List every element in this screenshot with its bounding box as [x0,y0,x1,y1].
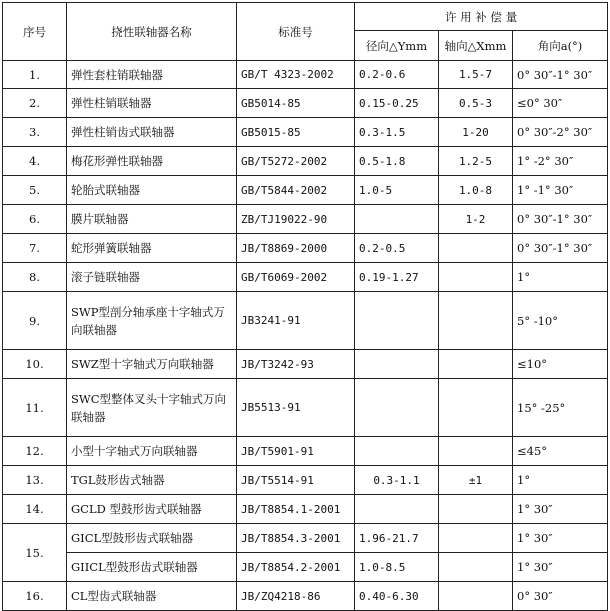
axial-cell [439,524,513,553]
table-row [3,292,608,350]
seq-cell: 14. [3,495,67,524]
name-cell: 梅花形弹性联轴器 [67,147,237,176]
header-axial: 轴向△Xmm [439,31,513,61]
name-cell: GICL型鼓形齿式联轴器 [67,524,237,553]
standard-cell: GB/T 4323-2002 [237,61,355,89]
standard-cell: JB/T5901-91 [237,437,355,466]
seq-cell: 11. [3,379,67,437]
axial-cell: 1.5-7 [439,61,513,89]
standard-cell: JB/T8854.1-2001 [237,495,355,524]
name-cell: 轮胎式联轴器 [67,176,237,205]
name-cell: 弹性柱销齿式联轴器 [67,118,237,147]
header-angular: 角向a(°) [513,31,608,61]
table-row [3,234,608,263]
table-row [3,147,608,176]
name-cell: CL型齿式联轴器 [67,582,237,611]
name-cell: SWP型剖分轴承座十字轴式万向联轴器 [67,292,237,350]
table-row [3,263,608,292]
table-row [3,379,608,437]
axial-cell [439,582,513,611]
standard-cell: JB/T5514-91 [237,466,355,495]
angular-cell: 1° 30″ [513,495,608,524]
header-radial: 径向△Ymm [355,31,439,61]
seq-cell: 10. [3,350,67,379]
axial-cell: ±1 [439,466,513,495]
standard-cell: GB/T6069-2002 [237,263,355,292]
angular-cell: ≤45° [513,437,608,466]
standard-cell: GB/T5272-2002 [237,147,355,176]
seq-cell: 7. [3,234,67,263]
axial-cell: 1.2-5 [439,147,513,176]
coupling-table [2,2,608,611]
angular-cell: 1° 30″ [513,553,608,582]
standard-cell: ZB/TJ19022-90 [237,205,355,234]
angular-cell: 15° -25° [513,379,608,437]
table-row [3,176,608,205]
standard-cell: GB5015-85 [237,118,355,147]
axial-cell [439,495,513,524]
angular-cell: 1° [513,466,608,495]
axial-cell [439,350,513,379]
header-seq: 序号 [3,3,67,61]
seq-cell: 1. [3,61,67,89]
standard-cell: JB3241-91 [237,292,355,350]
name-cell: 弹性柱销联轴器 [67,89,237,118]
seq-cell: 2. [3,89,67,118]
name-cell: 滚子链联轴器 [67,263,237,292]
angular-cell: 1° 30″ [513,524,608,553]
name-cell: 小型十字轴式万向联轴器 [67,437,237,466]
angular-cell: 1° -2° 30″ [513,147,608,176]
seq-cell: 4. [3,147,67,176]
angular-cell: 0° 30″ [513,582,608,611]
radial-cell: 1.0-8.5 [355,553,439,582]
axial-cell [439,263,513,292]
axial-cell [439,292,513,350]
radial-cell [355,495,439,524]
radial-cell: 0.2-0.6 [355,61,439,89]
name-cell: 膜片联轴器 [67,205,237,234]
seq-cell: 12. [3,437,67,466]
name-cell: 蛇形弹簧联轴器 [67,234,237,263]
angular-cell: 0° 30″-1° 30″ [513,61,608,89]
seq-cell: 6. [3,205,67,234]
axial-cell: 1-2 [439,205,513,234]
radial-cell [355,292,439,350]
standard-cell: GB5014-85 [237,89,355,118]
name-cell: SWC型整体叉头十字轴式万向联轴器 [67,379,237,437]
angular-cell: 1° [513,263,608,292]
axial-cell: 1-20 [439,118,513,147]
standard-cell: JB/T8854.3-2001 [237,524,355,553]
table-row [3,61,608,89]
standard-cell: JB5513-91 [237,379,355,437]
axial-cell: 1.0-8 [439,176,513,205]
name-cell: GIICL型鼓形齿式联轴器 [67,553,237,582]
angular-cell: 5° -10° [513,292,608,350]
angular-cell: 1° -1° 30″ [513,176,608,205]
radial-cell: 0.15-0.25 [355,89,439,118]
seq-cell: 3. [3,118,67,147]
standard-cell: GB/T5844-2002 [237,176,355,205]
standard-cell: JB/T8869-2000 [237,234,355,263]
radial-cell [355,437,439,466]
seq-cell: 15. [3,524,67,582]
table-row [3,553,608,582]
axial-cell [439,437,513,466]
radial-cell: 1.96-21.7 [355,524,439,553]
name-cell: TGL鼓形齿式轴器 [67,466,237,495]
radial-cell [355,350,439,379]
table-row [3,118,608,147]
header-name: 挠性联轴器名称 [67,3,237,61]
axial-cell [439,234,513,263]
angular-cell: 0° 30″-1° 30″ [513,205,608,234]
radial-cell: 0.2-0.5 [355,234,439,263]
standard-cell: JB/T3242-93 [237,350,355,379]
seq-cell: 8. [3,263,67,292]
table-row [3,205,608,234]
name-cell: 弹性套柱销联轴器 [67,61,237,89]
table-row [3,89,608,118]
seq-cell: 13. [3,466,67,495]
axial-cell: 0.5-3 [439,89,513,118]
name-cell: GCLD 型鼓形齿式联轴器 [67,495,237,524]
header-standard: 标准号 [237,3,355,61]
seq-cell: 16. [3,582,67,611]
radial-cell: 0.19-1.27 [355,263,439,292]
header-compensation: 许 用 补 偿 量 [355,3,608,31]
radial-cell [355,205,439,234]
axial-cell [439,553,513,582]
name-cell: SWZ型十字轴式万向联轴器 [67,350,237,379]
standard-cell: JB/T8854.2-2001 [237,553,355,582]
angular-cell: ≤10° [513,350,608,379]
radial-cell: 0.3-1.5 [355,118,439,147]
angular-cell: ≤0° 30″ [513,89,608,118]
radial-cell [355,379,439,437]
axial-cell [439,379,513,437]
table-row [3,466,608,495]
table-row [3,524,608,553]
table-row [3,495,608,524]
table-row [3,582,608,611]
radial-cell: 0.40-6.30 [355,582,439,611]
standard-cell: JB/ZQ4218-86 [237,582,355,611]
radial-cell: 0.5-1.8 [355,147,439,176]
angular-cell: 0° 30″-1° 30″ [513,234,608,263]
table-row [3,437,608,466]
angular-cell: 0° 30″-2° 30″ [513,118,608,147]
radial-cell: 0.3-1.1 [355,466,439,495]
radial-cell: 1.0-5 [355,176,439,205]
table-row [3,350,608,379]
seq-cell: 5. [3,176,67,205]
seq-cell: 9. [3,292,67,350]
